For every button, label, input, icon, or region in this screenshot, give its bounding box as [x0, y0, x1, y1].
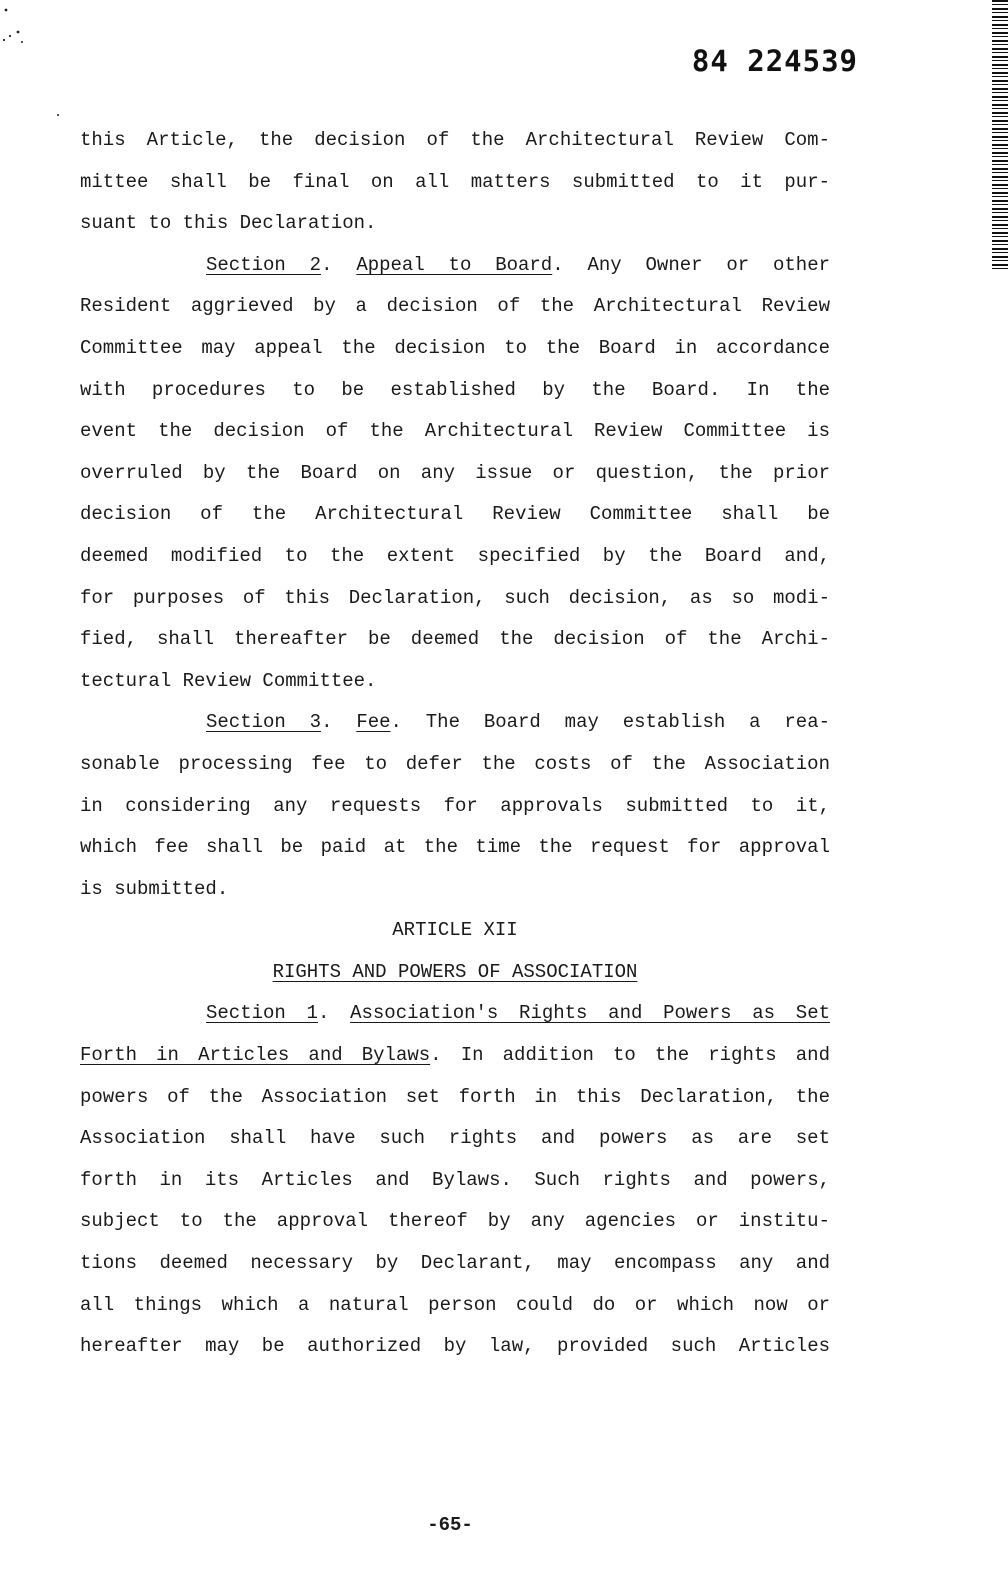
text-line: all things which a natural person could do or which now or [80, 1293, 830, 1316]
text-line: hereafter may be authorized by law, provided such Articles [80, 1335, 830, 1358]
text-line: which fee shall be paid at the time the request for approval [80, 836, 830, 859]
text-line: tions deemed necessary by Declarant, may encompass any and [80, 1252, 830, 1275]
text-line: The Board may establish a rea- [425, 711, 831, 734]
scan-specks [0, 0, 80, 130]
text-line: powers of the Association set forth in this Declaration, the [80, 1085, 830, 1108]
text-line: event the decision of the Architectural Review Committee is [80, 420, 830, 443]
article-title: RIGHTS AND POWERS OF ASSOCIATION [272, 960, 638, 983]
text-line: with procedures to be established by the Board. In the [80, 378, 830, 401]
text-line: is submitted. [80, 877, 229, 900]
text-line: subject to the approval thereof by any agencies or institu- [80, 1210, 830, 1233]
text-line: suant to this Declaration. [80, 212, 377, 235]
article-section-1-first-line: Section 1. Association's Rights and Powers as Set [206, 1002, 830, 1025]
text-line: fied, shall thereafter be deemed the decision of the Archi- [80, 628, 830, 651]
text-line: mittee shall be final on all matters submitted to it pur- [80, 170, 830, 193]
document-number: 84 224539 [691, 44, 858, 78]
section-3-title: Fee [356, 711, 391, 734]
text-line: Committee may appeal the decision to the Board in accordance [80, 336, 830, 359]
text-line: decision of the Architectural Review Committee shall be [80, 503, 830, 526]
text-line: in considering any requests for approvals submitted to it, [80, 794, 830, 817]
text-line: forth in its Articles and Bylaws. Such rights and powers, [80, 1168, 830, 1191]
text-line: Resident aggrieved by a decision of the Architectural Review [80, 295, 830, 318]
text-line: Association shall have such rights and powers as are set [80, 1127, 830, 1150]
article-section-1-second-line: Forth in Articles and Bylaws. In addition to the rights and [80, 1044, 830, 1067]
article-section-1-heading: Section 1 [206, 1002, 318, 1025]
text-line: In addition to the rights and [460, 1044, 830, 1067]
text-line: deemed modified to the extent specified by the Board and, [80, 544, 830, 567]
section-3-heading: Section 3 [206, 711, 322, 734]
text-line: sonable processing fee to defer the costs of the Association [80, 752, 830, 775]
text-line: tectural Review Committee. [80, 669, 377, 692]
text-line: overruled by the Board on any issue or question, the prior [80, 461, 830, 484]
text-line: this Article, the decision of the Architectural Review Com- [80, 129, 830, 151]
page-number: -65- [427, 1514, 473, 1536]
section-2-first-line: Section 2. Appeal to Board. Any Owner or other [206, 253, 831, 276]
text-line: for purposes of this Declaration, such decision, as so modi- [80, 586, 830, 609]
article-section-1-title: Association's Rights and Powers as Set [350, 1002, 830, 1025]
document-body [80, 120, 830, 1368]
article-section-1-title-cont: Forth in Articles and Bylaws [80, 1044, 431, 1067]
text-line: Any Owner or other [587, 253, 831, 276]
article-number: ARTICLE XII [392, 919, 518, 942]
scan-margin-marks [992, 0, 1008, 270]
section-3-first-line: Section 3. Fee. The Board may establish a rea- [206, 711, 831, 734]
article-title-line [80, 952, 830, 994]
section-2-heading: Section 2 [206, 253, 322, 276]
section-2-title: Appeal to Board [356, 253, 553, 276]
